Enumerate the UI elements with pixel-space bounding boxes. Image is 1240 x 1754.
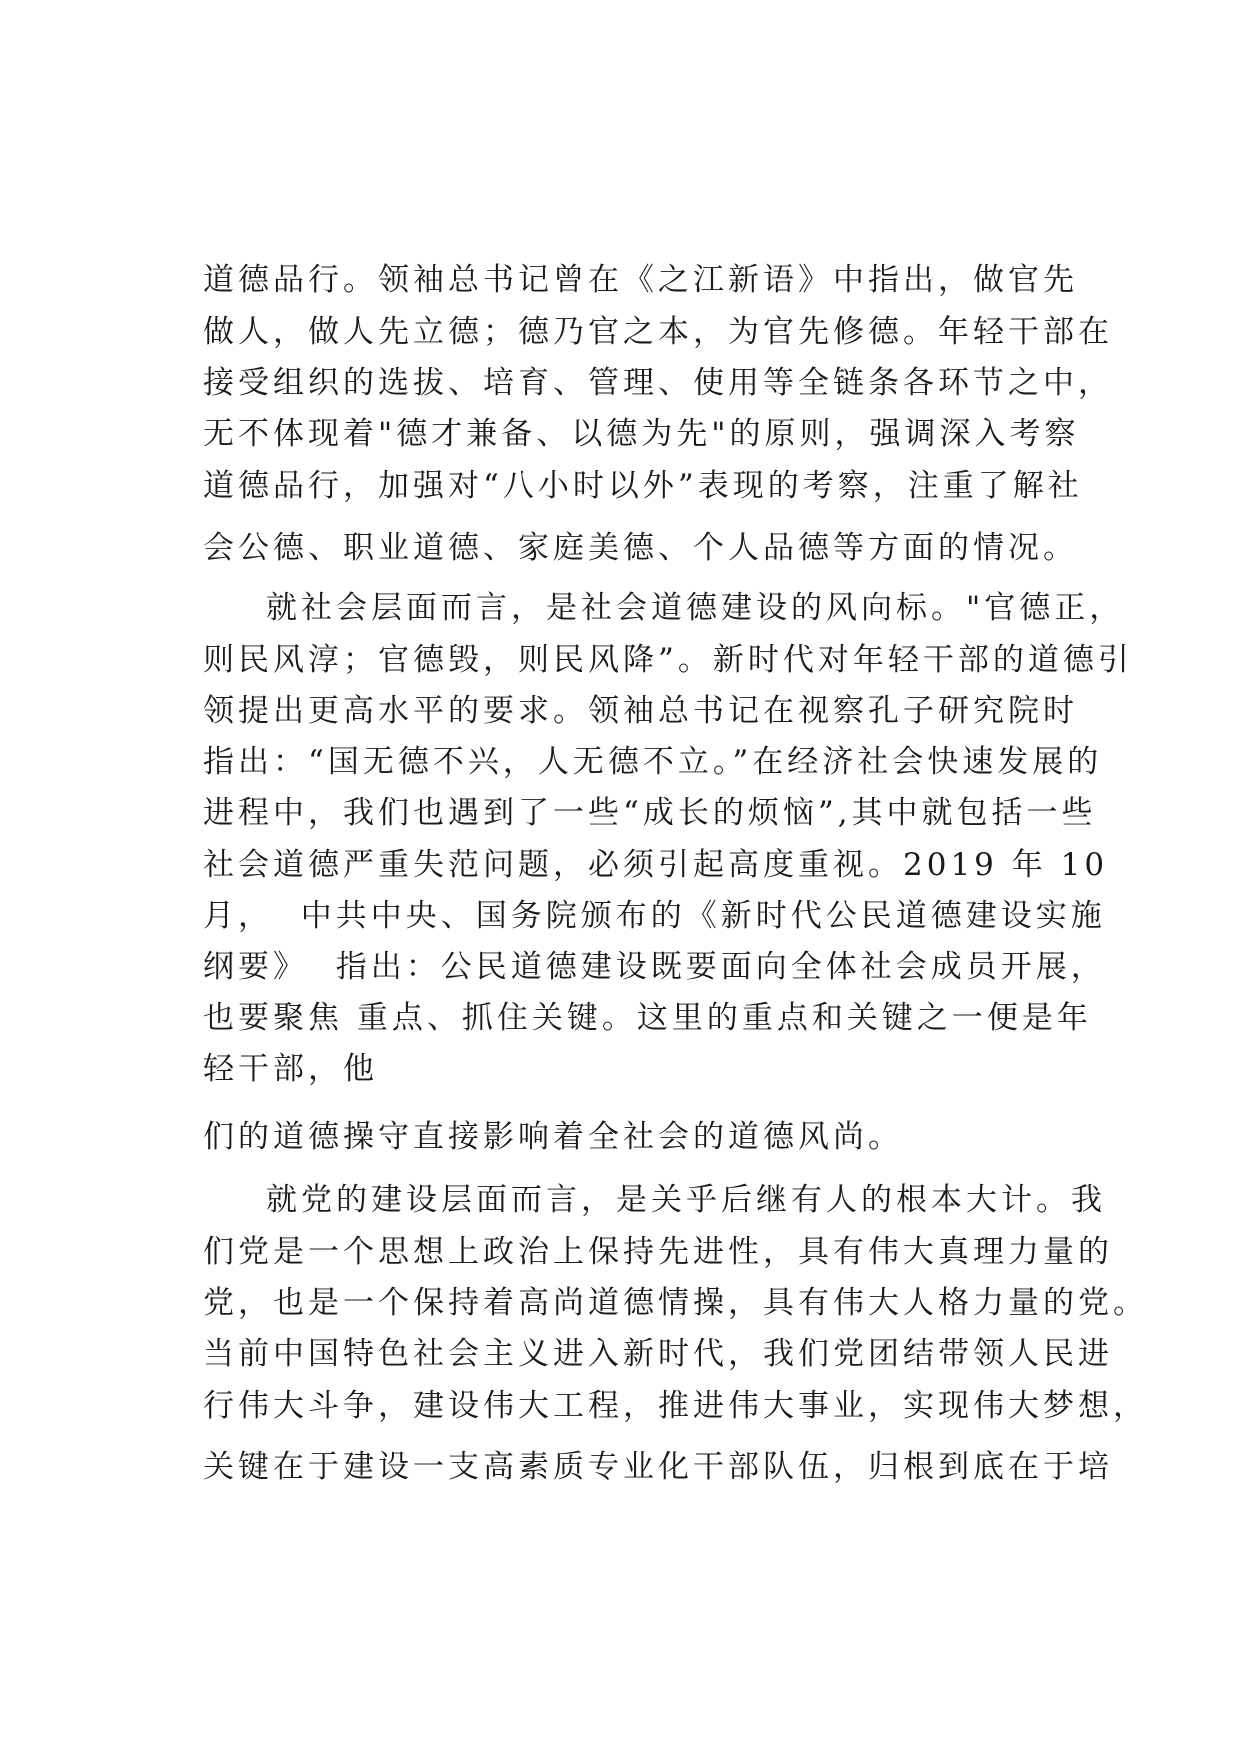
- text-line: 行伟大斗争，建设伟大工程，推进伟大事业，实现伟大梦想，: [203, 1388, 1148, 1424]
- text-line: 指出：“国无德不兴，人无德不立。”在经济社会快速发展的: [203, 744, 1103, 780]
- paragraph-first-line: 就党的建设层面而言，是关乎后继有人的根本大计。我: [266, 1182, 1106, 1218]
- text-line: 关键在于建设一支高素质专业化干部队伍，归根到底在于培: [203, 1449, 1113, 1485]
- text-line: 当前中国特色社会主义进入新时代，我们党团结带领人民进: [203, 1336, 1113, 1372]
- text-line: 们的道德操守直接影响着全社会的道德风尚。: [203, 1119, 903, 1155]
- text-line: 社会道德严重失范问题，必须引起高度重视。2019 年 10: [203, 847, 1109, 883]
- text-line: 党，也是一个保持着高尚道德情操，具有伟大人格力量的党。: [203, 1285, 1148, 1321]
- text-line: 接受组织的选拔、培育、管理、使用等全链条各环节之中，: [203, 365, 1113, 401]
- text-line: 做人，做人先立德；德乃官之本，为官先修德。年轻干部在: [203, 314, 1113, 350]
- text-line: 月， 中共中央、国务院颁布的《新时代公民道德建设实施: [203, 898, 1106, 934]
- text-line: 道德品行。领袖总书记曾在《之江新语》中指出，做官先: [203, 262, 1078, 298]
- text-line: 道德品行，加强对“八小时以外”表现的考察，注重了解社: [203, 468, 1083, 504]
- text-line: 则民风淳；官德毁，则民风降”。新时代对年轻干部的道德引: [203, 642, 1133, 678]
- paragraph-first-line: 就社会层面而言，是社会道德建设的风向标。"官德正，: [266, 590, 1125, 626]
- text-line: 无不体现着"德才兼备、以德为先"的原则，强调深入考察: [203, 416, 1080, 452]
- text-line: 会公德、职业道德、家庭美德、个人品德等方面的情况。: [203, 530, 1078, 566]
- text-line: 进程中，我们也遇到了一些“成长的烦恼”,其中就包括一些: [203, 795, 1097, 831]
- text-line: 纲要》 指出：公民道德建设既要面向全体社会成员开展，: [203, 949, 1106, 985]
- text-line: 轻干部，他: [203, 1051, 378, 1087]
- text-line: 领提出更高水平的要求。领袖总书记在视察孔子研究院时: [203, 693, 1078, 729]
- text-line: 们党是一个思想上政治上保持先进性，具有伟大真理力量的: [203, 1234, 1113, 1270]
- text-line: 也要聚焦 重点、抓住关键。这里的重点和关键之一便是年: [203, 1000, 1092, 1036]
